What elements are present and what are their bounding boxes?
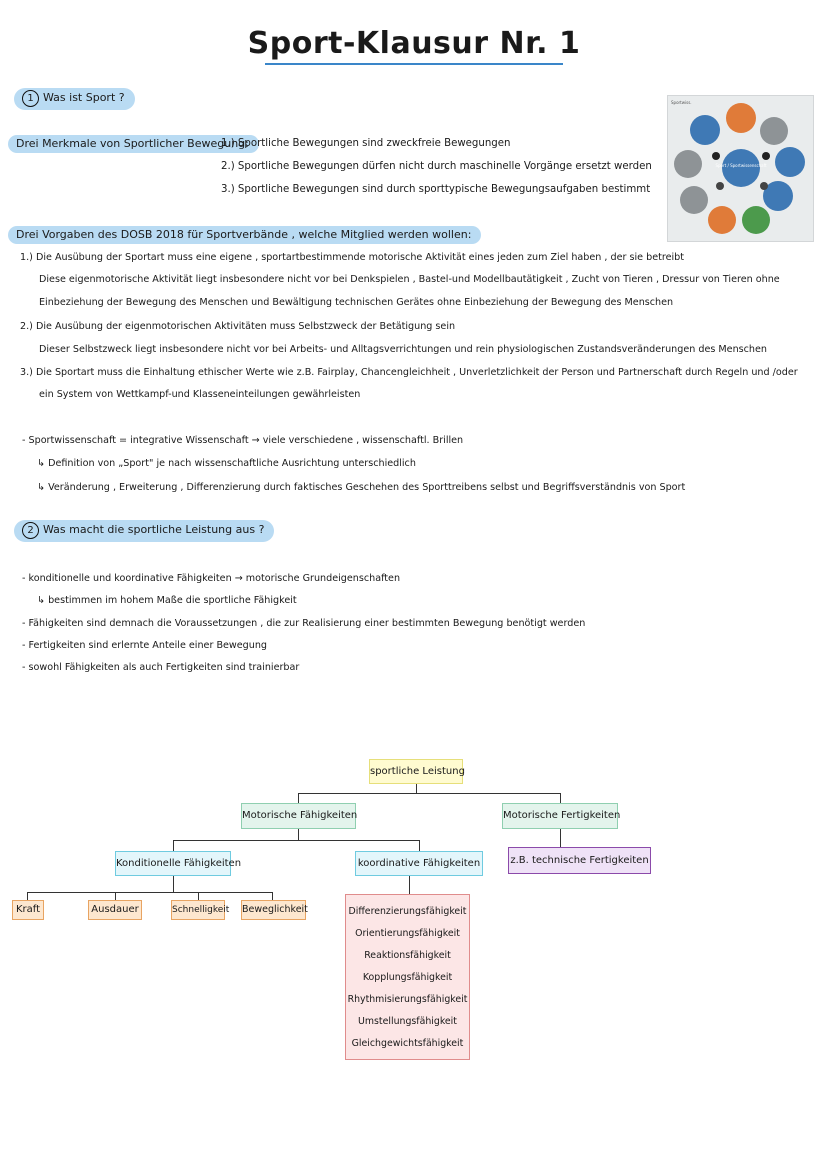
koord-item: Gleichgewichtsfähigkeit xyxy=(351,1038,464,1049)
tree-leaf-kraft: Kraft xyxy=(12,900,44,920)
merkmal-item: 3.) Sportliche Bewegungen sind durch sporttypische Bewegungsaufgaben bestimmt xyxy=(221,184,651,195)
tree-koord-list xyxy=(345,894,470,1060)
vorgabe-line: 2.) Die Ausübung der eigenmotorischen Aktivitäten muss Selbstzweck der Betätigung sein xyxy=(20,321,456,332)
vorgabe-line: ein System von Wettkampf-und Klasseneinteilungen gewährleisten xyxy=(39,389,361,400)
tree-konditionelle-faehigkeiten: Konditionelle Fähigkeiten xyxy=(115,851,231,876)
vorgabe-line: 3.) Die Sportart muss die Einhaltung ethischer Werte wie z.B. Fairplay, Chancengleichheit , Unverletzlichkeit der Person und Partnerschaft durch Regeln und /oder xyxy=(20,367,798,378)
merkmal-item: 2.) Sportliche Bewegungen dürfen nicht durch maschinelle Vorgänge ersetzt werden xyxy=(221,161,652,172)
koord-item: Differenzierungsfähigkeit xyxy=(348,906,467,917)
leistung-line: - sowohl Fähigkeiten als auch Fertigkeiten sind trainierbar xyxy=(22,662,300,673)
svg-text:Sportwiss.: Sportwiss. xyxy=(671,100,692,105)
leistung-line: - Fähigkeiten sind demnach die Voraussetzungen , die zur Realisierung einer bestimmten Bewegung benötigt werden xyxy=(22,618,586,629)
tree-leaf-beweglichkeit: Beweglichkeit xyxy=(241,900,306,920)
sportwiss-line: - Sportwissenschaft = integrative Wissenschaft → viele verschiedene , wissenschaftl. Brillen xyxy=(22,435,464,446)
section-1-heading xyxy=(14,88,135,110)
vorgabe-line: 1.) Die Ausübung der Sportart muss eine eigene , sportartbestimmende motorische Aktivität eines jeden zum Ziel haben , der sie betreibt xyxy=(20,252,685,263)
title-underline xyxy=(265,63,563,65)
vorgabe-line: Einbeziehung der Bewegung des Menschen und Bewältigung technischen Gerätes ohne Einbeziehung der Bewegung des Menschen xyxy=(39,297,674,308)
leistung-line: ↳ bestimmen im hohem Maße die sportliche Fähigkeit xyxy=(37,595,297,606)
vorgabe-line: Dieser Selbstzweck liegt insbesondere nicht vor bei Arbeits- und Alltagsverrichtungen und rein physiologischen Zustandsveränderungen des Menschen xyxy=(39,344,767,355)
tree-leaf-ausdauer: Ausdauer xyxy=(88,900,142,920)
diagram-center-label: Sport / Sportwissenschaft xyxy=(715,163,767,168)
merkmale-label: Drei Merkmale von Sportlicher Bewegung: xyxy=(8,135,259,153)
merkmal-item: 1.) Sportliche Bewegungen sind zweckfreie Bewegungen xyxy=(221,138,511,149)
section-1-title: Was ist Sport ? xyxy=(43,91,125,104)
koord-item: Umstellungsfähigkeit xyxy=(358,1016,457,1027)
section-2-title: Was macht die sportliche Leistung aus ? xyxy=(43,523,265,536)
section-number-badge: 2 xyxy=(22,522,39,539)
leistung-line: - Fertigkeiten sind erlernte Anteile einer Bewegung xyxy=(22,640,268,651)
page-title: Sport-Klausur Nr. 1 xyxy=(247,26,581,61)
tree-motorische-faehigkeiten: Motorische Fähigkeiten xyxy=(241,803,356,829)
tree-root: sportliche Leistung xyxy=(369,759,463,784)
tree-koordinative-faehigkeiten: koordinative Fähigkeiten xyxy=(355,851,483,876)
tree-technische-fertigkeiten: z.B. technische Fertigkeiten xyxy=(508,847,651,874)
koord-item: Kopplungsfähigkeit xyxy=(362,972,453,983)
koord-item: Reaktionsfähigkeit xyxy=(364,950,451,961)
tree-motorische-fertigkeiten: Motorische Fertigkeiten xyxy=(502,803,618,829)
tree-leaf-schnelligkeit: Schnelligkeit xyxy=(171,900,225,920)
vorgaben-label: Drei Vorgaben des DOSB 2018 für Sportverbände , welche Mitglied werden wollen: xyxy=(8,226,481,244)
sportwiss-line: ↳ Veränderung , Erweiterung , Differenzierung durch faktisches Geschehen des Sporttreibens selbst und Begriffsverständnis von Sport xyxy=(37,482,686,493)
sportwiss-line: ↳ Definition von „Sport" je nach wissenschaftliche Ausrichtung unterschiedlich xyxy=(37,458,416,469)
leistung-line: - konditionelle und koordinative Fähigkeiten → motorische Grundeigenschaften xyxy=(22,573,401,584)
section-number-badge: 1 xyxy=(22,90,39,107)
sport-science-diagram xyxy=(668,96,813,241)
koord-item: Rhythmisierungsfähigkeit xyxy=(347,994,468,1005)
koord-item: Orientierungsfähigkeit xyxy=(355,928,460,939)
section-2-heading xyxy=(14,520,274,542)
sport-science-image xyxy=(667,95,814,242)
vorgabe-line: Diese eigenmotorische Aktivität liegt insbesondere nicht vor bei Denkspielen , Bastel-und Modellbautätigkeit , Zucht von Tieren , Dressur von Tieren ohne xyxy=(39,274,780,285)
